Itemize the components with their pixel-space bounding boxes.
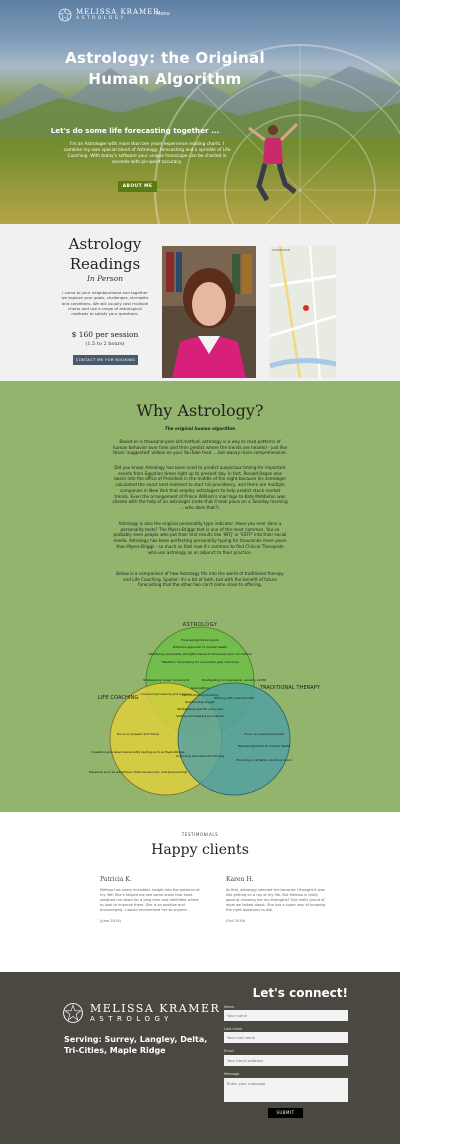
center-item: Relationship insight <box>185 700 215 704</box>
logo-subtitle: ASTROLOGY <box>76 16 126 21</box>
readings-mode: In Person <box>86 274 124 283</box>
footer-logo-name: MELISSA KRAMER <box>90 1002 221 1015</box>
contact-booking-button[interactable]: CONTACT ME FOR BOOKING <box>73 355 138 365</box>
testimonial-card <box>226 876 326 923</box>
portrait-photo <box>162 246 256 378</box>
readings-price: $ 160 per session <box>71 330 139 339</box>
star-circle-logo-icon <box>58 8 72 22</box>
astrology-item: "Weather" forecasting for successful goal outcomes <box>161 660 239 664</box>
email-label: Email <box>224 1049 234 1053</box>
hero-subtitle: Let's do some life forecasting together ... <box>50 126 220 135</box>
astro-therapy-item: Working with past traumas <box>213 696 255 700</box>
hero-title: Astrology: the Original Human Algorithm <box>65 49 265 88</box>
menu-label: Menu <box>156 11 170 17</box>
testimonial-date: (June 2019) <box>100 919 121 923</box>
testimonial-quote: Melissa has some incredible insight into the patterns of my life! She's helped me see some areas that have weighed me down for a long time and identified where to look to improve them. She is so positive and encouraging. I would recommend her to anyone. <box>100 888 200 912</box>
why-paragraph-4: Below is a comparison of how Astrology fits into the world of traditional therapy and Life Coaching. Spoiler: it's a bit of both, but with the benefit of future forecasting that the other two can't come close to offering. <box>116 571 284 588</box>
coaching-item: Questionnaire-based personality testing such as Myers-Briggs <box>91 750 185 754</box>
message-input[interactable] <box>224 1078 348 1102</box>
name-label: Name <box>224 1005 235 1009</box>
why-paragraph-1: Based on a thousand-year old method, astrology is a way to read patterns of human behavior over time and then predict where the trends are headed - just like those 'suggested' videos on your YouTube feed ... but waaay more comprehensive. <box>112 439 288 456</box>
astrology-item: Wholistic approach to mental health <box>172 645 228 649</box>
testimonial-author: Karen H. <box>226 876 254 883</box>
footer-section <box>0 972 400 1144</box>
venn-label-coaching: LIFE COACHING <box>98 695 139 701</box>
venn-label-therapy: TRADITIONAL THERAPY <box>260 685 320 691</box>
site-logo[interactable] <box>58 8 160 22</box>
hero-section <box>0 0 400 224</box>
therapy-item: Medical approach to mental health <box>237 744 291 748</box>
submit-button[interactable]: SUBMIT <box>268 1108 303 1118</box>
why-astrology-section <box>0 381 400 812</box>
center-item: Goal setting <box>190 686 210 690</box>
location-map[interactable] <box>270 246 336 378</box>
jumping-woman-photo <box>235 120 305 220</box>
testimonials-section <box>0 812 400 972</box>
logo-name: MELISSA KRAMER <box>76 8 160 16</box>
map-area-label: SAPPERTON <box>272 248 290 252</box>
why-subhead: The original human algorithm <box>164 426 236 431</box>
astro-therapy-item: Strategizing for depression, anxiety, ADHD <box>201 678 267 682</box>
center-item: Strategizing specific outcomes <box>176 707 224 711</box>
astrology-item: Forecasting future trends <box>181 638 219 642</box>
coaching-item: Expertise such as weightloss, financial security, entrepreneurship <box>88 770 188 774</box>
last-name-input[interactable] <box>224 1032 348 1043</box>
hero-intro: I'm an Astrologer with more than ten years experience reading charts. I combine my own special blend of Astrology, forecasting and a sprinkle of Life Coaching. With today's software your unique horoscope can be charted in seconds with pin-point accuracy. <box>63 142 231 165</box>
connect-title: Let's connect! <box>252 986 348 1000</box>
therapy-item: Focus on present and past <box>244 732 284 736</box>
center-item: Setting and keeping boundaries <box>176 714 224 718</box>
service-areas: Serving: Surrey, Langley, Delta, Tri-Cities, Maple Ridge <box>64 1035 208 1055</box>
astro-coach-item: Strategizing career movement <box>143 678 189 682</box>
center-item: Self confidence building <box>182 693 218 697</box>
why-paragraph-3: Astrology is also the original personality type indicator. Have you ever done a personality tests? The Myers-Briggs test is one of the most common. You've probably seen people who put their test results like 'INTJ' or 'ESTP' into their social media. Astrology has been perfecting personality typing for thousands more years than Myers-Briggs - so much so that now it's common to find Clinical Therapists who use astrology as an adjunct to their practice. <box>113 521 287 555</box>
footer-logo[interactable] <box>62 1002 220 1024</box>
coaching-item: Focus on present and future <box>116 732 160 736</box>
why-title: Why Astrology? <box>136 401 264 420</box>
testimonials-title: Happy clients <box>151 842 249 858</box>
testimonial-date: (Oct 2019) <box>226 919 246 923</box>
why-paragraph-2: Did you know: Astrology has been used to predict auspicious timing for important events from Egyptian times right up to present day. In fact, Ronald Regan was sworn into the office of President in the middle of the night because his astrologer calculated the exact best moment to start his presidency, and there are multiple companies in New York that employ astrologers to help predict stock market trends. Even the arrangement of Prince William's marriage to Kate Middleton was chosen with the help of an astrologer (note that it took place on a Tuesday morning ... who does that?). <box>112 465 288 510</box>
about-me-button[interactable]: ABOUT ME <box>118 181 157 192</box>
readings-duration: (1.5 to 2 hours) <box>85 341 125 347</box>
menu-button[interactable] <box>156 11 170 17</box>
last-name-label: Last name <box>224 1027 243 1031</box>
therapy-item: Providing a cathartic sounding board <box>236 758 292 762</box>
testimonials-tag: TESTIMONIALS <box>181 832 219 837</box>
testimonial-author: Patricia K. <box>100 876 132 883</box>
testimonial-card <box>100 876 200 923</box>
readings-description: I come to your neighbourhood and together we explore your goals, challenges, strengths and conditions. We will usually cast multiple charts and use a range of astrological methods to satisfy your questions. <box>61 290 149 317</box>
name-input[interactable] <box>224 1010 348 1021</box>
message-label: Message <box>224 1072 240 1076</box>
venn-label-astrology: ASTROLOGY <box>182 622 218 628</box>
astrology-item: Identifying personality strengths based on thousand year old method <box>147 652 253 656</box>
footer-logo-subtitle: ASTROLOGY <box>90 1015 173 1023</box>
testimonial-quote: At first, astrology seemed the because I thought it was like getting on a ray of my life. But Melissa is really good at showing me my strengths? She really proud of what we talked about. She has a super way of knowing the right questions to ask. <box>226 888 326 912</box>
map-graphic <box>270 246 336 378</box>
coach-therapy-item: Improving executive functioning <box>175 754 225 758</box>
venn-diagram <box>88 622 320 809</box>
readings-title: Astrology Readings <box>68 235 142 273</box>
astro-coach-item: Uncovering meaning and purpose <box>140 692 192 696</box>
email-input[interactable] <box>224 1055 348 1066</box>
readings-section <box>0 224 400 381</box>
star-circle-logo-icon <box>62 1002 84 1024</box>
